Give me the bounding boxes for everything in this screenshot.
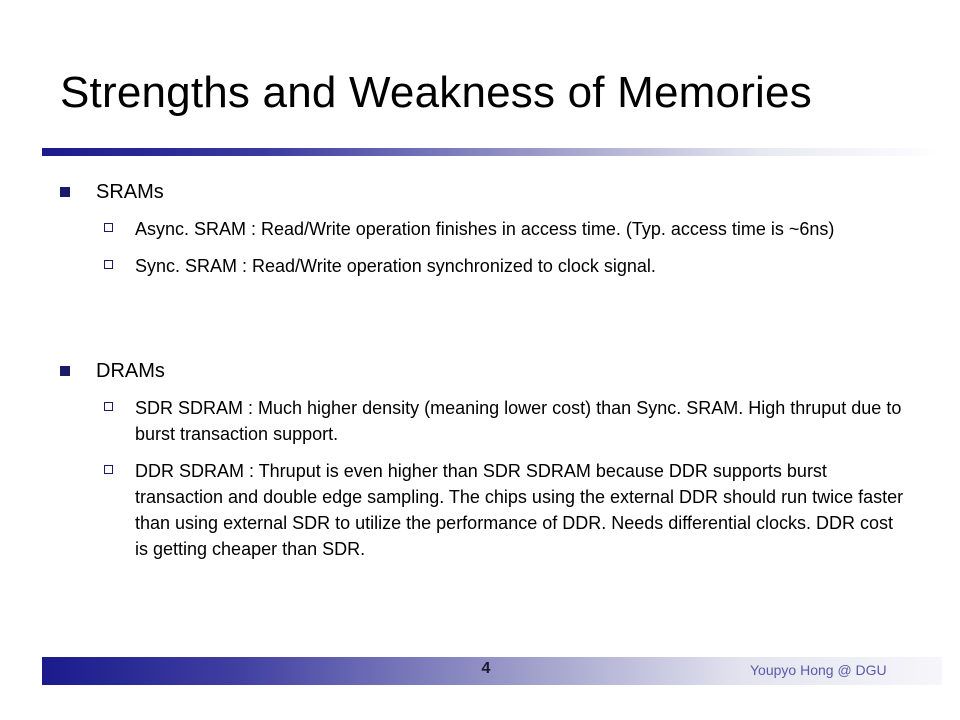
- hollow-square-bullet-icon: [104, 260, 113, 269]
- footer-author: Youpyo Hong @ DGU: [750, 662, 887, 678]
- sub-bullet-ddr-sdram: [104, 458, 910, 562]
- square-bullet-icon: [60, 187, 70, 197]
- sub-bullet-text: Async. SRAM : Read/Write operation finishes in access time. (Typ. access time is ~6ns): [135, 219, 835, 239]
- sub-bullet-text: Sync. SRAM : Read/Write operation synchronized to clock signal.: [135, 256, 656, 276]
- sub-bullet-sdr-sdram: [104, 395, 910, 447]
- hollow-square-bullet-icon: [104, 223, 113, 232]
- section-srams: [60, 178, 910, 290]
- sub-bullet-text: DDR SDRAM : Thruput is even higher than SDR SDRAM because DDR supports burst transaction and double edge sampling. The chips using the external DDR should run twice faster than using external SDR to utilize the performance of DDR. Needs differential clocks. DDR cost is getting cheaper than SDR.: [135, 461, 904, 559]
- square-bullet-icon: [60, 366, 70, 376]
- sub-list-srams: [60, 216, 910, 279]
- bullet-drams: [60, 357, 910, 385]
- title-divider: [42, 148, 942, 156]
- bullet-heading: SRAMs: [96, 180, 164, 203]
- hollow-square-bullet-icon: [104, 402, 113, 411]
- page-number: 4: [481, 660, 491, 677]
- hollow-square-bullet-icon: [104, 465, 113, 474]
- sub-list-drams: [60, 395, 910, 562]
- slide-title: Strengths and Weakness of Memories: [60, 68, 812, 117]
- bullet-srams: [60, 178, 910, 206]
- section-drams: [60, 357, 910, 573]
- bullet-heading: DRAMs: [96, 359, 165, 382]
- sub-bullet-text: SDR SDRAM : Much higher density (meaning lower cost) than Sync. SRAM. High thruput due to burst transaction support.: [135, 398, 902, 444]
- sub-bullet-async-sram: [104, 216, 910, 242]
- sub-bullet-sync-sram: [104, 253, 910, 279]
